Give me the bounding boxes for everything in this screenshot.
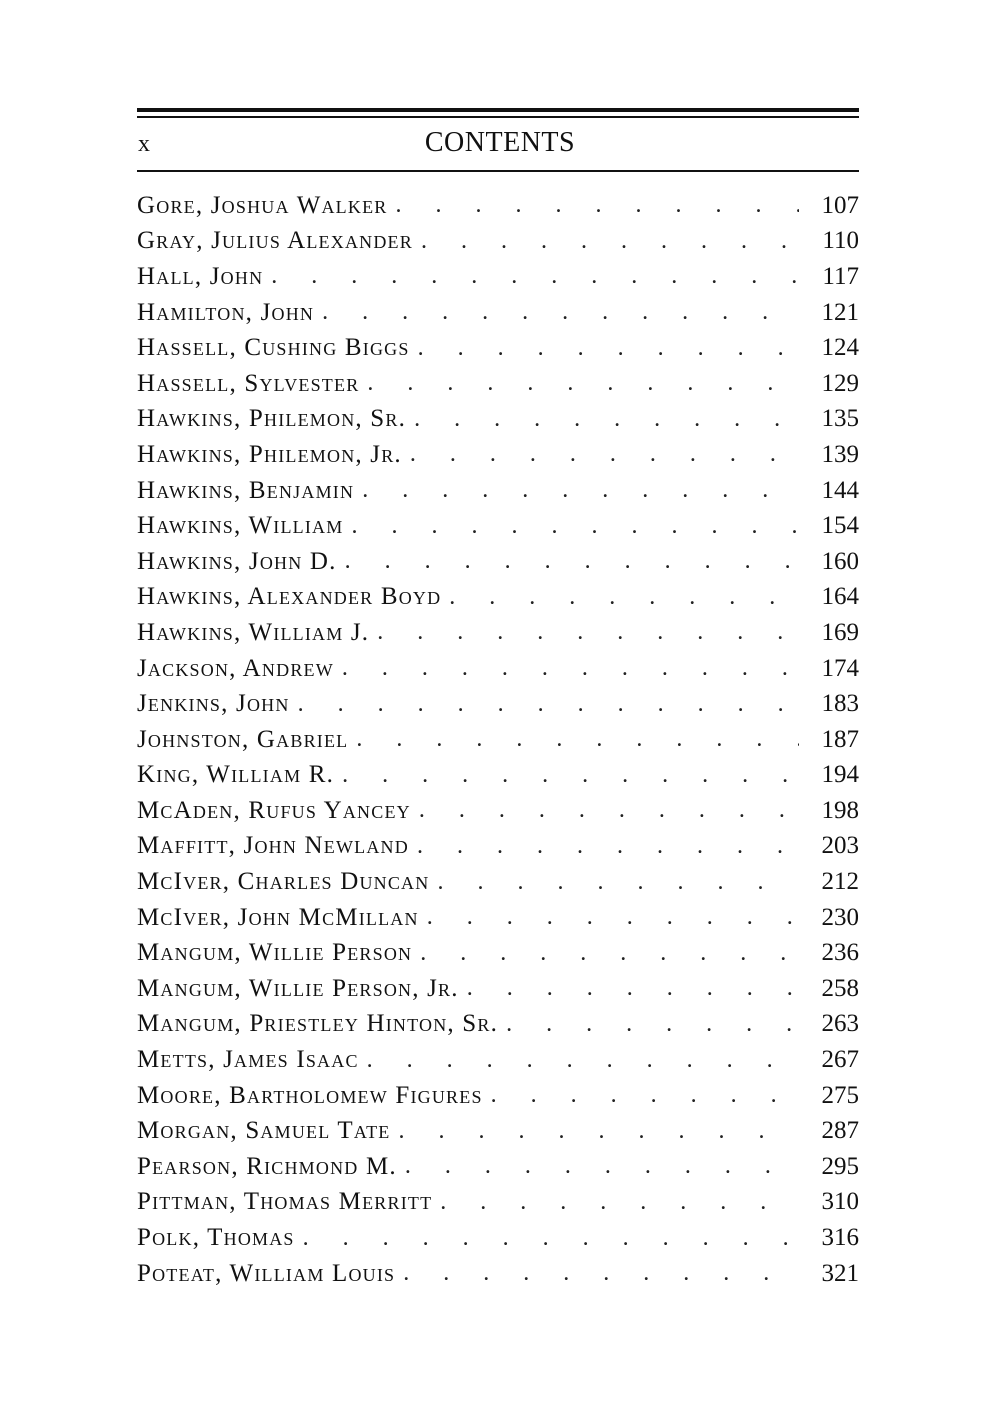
entry-name: Pearson, Richmond M. <box>137 1152 397 1180</box>
contents-entry <box>137 295 859 331</box>
entry-name: Hall, John <box>137 262 264 290</box>
contents-entry <box>137 1078 859 1114</box>
contents-entry <box>137 402 859 438</box>
entry-page-number: 139 <box>821 440 859 468</box>
entry-page-number: 287 <box>821 1117 859 1145</box>
dot-leader <box>345 548 799 575</box>
dot-leader <box>342 762 799 789</box>
header-rule-bottom <box>137 170 859 172</box>
dot-leader <box>418 335 799 362</box>
entry-name: Hawkins, Benjamin <box>137 476 355 504</box>
entry-page-number: 174 <box>821 654 859 682</box>
entry-page-number: 263 <box>821 1010 859 1038</box>
contents-entry <box>137 615 859 651</box>
entry-page-number: 169 <box>821 618 859 646</box>
entry-name: McIver, Charles Duncan <box>137 868 430 896</box>
entry-page-number: 124 <box>821 334 859 362</box>
contents-entry <box>137 793 859 829</box>
entry-name: Maffitt, John Newland <box>137 832 409 860</box>
entry-page-number: 117 <box>822 262 859 290</box>
contents-entry <box>137 971 859 1007</box>
entry-page-number: 198 <box>821 796 859 824</box>
contents-entry <box>137 437 859 473</box>
contents-entry <box>137 188 859 224</box>
entry-name: Hawkins, William <box>137 512 344 540</box>
dot-leader <box>421 228 799 255</box>
page-folio: x <box>138 131 150 157</box>
entry-name: Hawkins, William J. <box>137 618 370 646</box>
contents-entry <box>137 864 859 900</box>
dot-leader <box>322 299 799 326</box>
entry-name: Pittman, Thomas Merritt <box>137 1188 433 1216</box>
entry-name: Hassell, Cushing Biggs <box>137 334 410 362</box>
entry-page-number: 230 <box>821 903 859 931</box>
dot-leader <box>271 263 799 290</box>
contents-entry <box>137 330 859 366</box>
entry-page-number: 194 <box>821 761 859 789</box>
entry-name: Gore, Joshua Walker <box>137 191 388 219</box>
dot-leader <box>377 619 799 646</box>
dot-leader <box>449 584 799 611</box>
entry-name: Hawkins, John D. <box>137 547 337 575</box>
dot-leader <box>417 833 799 860</box>
contents-entry <box>137 758 859 794</box>
entry-name: Jenkins, John <box>137 690 290 718</box>
contents-entry <box>137 259 859 295</box>
entry-name: Mangum, Priestley Hinton, Sr. <box>137 1010 499 1038</box>
contents-entry <box>137 1185 859 1221</box>
dot-leader <box>427 904 799 931</box>
dot-leader <box>298 691 799 718</box>
entry-page-number: 183 <box>821 690 859 718</box>
entry-page-number: 107 <box>821 191 859 219</box>
entry-page-number: 267 <box>821 1046 859 1074</box>
entry-name: Hawkins, Philemon, Jr. <box>137 440 402 468</box>
contents-entry <box>137 473 859 509</box>
entry-name: Hassell, Sylvester <box>137 369 360 397</box>
entry-name: Metts, James Isaac <box>137 1046 359 1074</box>
dot-leader <box>303 1225 799 1252</box>
entry-name: King, William R. <box>137 761 335 789</box>
entry-page-number: 121 <box>821 298 859 326</box>
dot-leader <box>342 655 799 682</box>
entry-page-number: 164 <box>821 583 859 611</box>
dot-leader <box>419 797 799 824</box>
dot-leader <box>506 1011 799 1038</box>
dot-leader <box>395 192 799 219</box>
contents-entry <box>137 1149 859 1185</box>
contents-entry <box>137 224 859 260</box>
contents-entry <box>137 508 859 544</box>
entry-name: Hawkins, Alexander Boyd <box>137 583 442 611</box>
running-head-title: CONTENTS <box>424 127 576 158</box>
entry-page-number: 275 <box>821 1081 859 1109</box>
contents-entry <box>137 1042 859 1078</box>
entry-name: Mangum, Willie Person <box>137 939 413 967</box>
entry-page-number: 144 <box>821 476 859 504</box>
entry-page-number: 316 <box>821 1224 859 1252</box>
entry-page-number: 187 <box>821 725 859 753</box>
contents-entry <box>137 829 859 865</box>
dot-leader <box>356 726 799 753</box>
contents-entry <box>137 1007 859 1043</box>
contents-entry <box>137 366 859 402</box>
entry-name: Polk, Thomas <box>137 1224 295 1252</box>
entry-page-number: 160 <box>821 547 859 575</box>
entry-name: Johnston, Gabriel <box>137 725 349 753</box>
entry-page-number: 212 <box>821 868 859 896</box>
entry-page-number: 321 <box>821 1259 859 1287</box>
contents-entry <box>137 1220 859 1256</box>
header-rule-thin <box>137 116 859 118</box>
dot-leader <box>351 513 799 540</box>
contents-entry <box>137 651 859 687</box>
entry-page-number: 236 <box>821 939 859 967</box>
entry-name: Gray, Julius Alexander <box>137 227 413 255</box>
entry-name: McAden, Rufus Yancey <box>137 796 411 824</box>
entry-page-number: 258 <box>821 974 859 1002</box>
entry-page-number: 154 <box>821 512 859 540</box>
entry-name: Moore, Bartholomew Figures <box>137 1081 483 1109</box>
contents-entry <box>137 580 859 616</box>
contents-entry <box>137 1256 859 1292</box>
entry-page-number: 129 <box>821 369 859 397</box>
contents-entry <box>137 544 859 580</box>
dot-leader <box>362 477 799 504</box>
contents-list <box>137 188 859 1291</box>
contents-entry <box>137 686 859 722</box>
dot-leader <box>440 1189 799 1216</box>
header-rule-thick <box>137 108 859 112</box>
entry-name: Poteat, William Louis <box>137 1259 396 1287</box>
entry-name: Hawkins, Philemon, Sr. <box>137 405 407 433</box>
entry-page-number: 110 <box>822 227 859 255</box>
entry-name: Hamilton, John <box>137 298 315 326</box>
entry-page-number: 295 <box>821 1152 859 1180</box>
dot-leader <box>414 406 799 433</box>
dot-leader <box>405 1153 799 1180</box>
dot-leader <box>420 940 799 967</box>
dot-leader <box>399 1118 800 1145</box>
entry-name: Morgan, Samuel Tate <box>137 1117 391 1145</box>
dot-leader <box>367 370 799 397</box>
dot-leader <box>403 1260 799 1287</box>
dot-leader <box>437 869 799 896</box>
contents-entry <box>137 935 859 971</box>
dot-leader <box>410 441 799 468</box>
entry-name: Mangum, Willie Person, Jr. <box>137 974 459 1002</box>
entry-page-number: 203 <box>821 832 859 860</box>
contents-entry <box>137 900 859 936</box>
dot-leader <box>491 1082 799 1109</box>
entry-page-number: 135 <box>821 405 859 433</box>
dot-leader <box>467 975 799 1002</box>
entry-name: McIver, John McMillan <box>137 903 419 931</box>
contents-entry <box>137 722 859 758</box>
entry-name: Jackson, Andrew <box>137 654 334 682</box>
entry-page-number: 310 <box>821 1188 859 1216</box>
contents-entry <box>137 1113 859 1149</box>
dot-leader <box>367 1047 799 1074</box>
